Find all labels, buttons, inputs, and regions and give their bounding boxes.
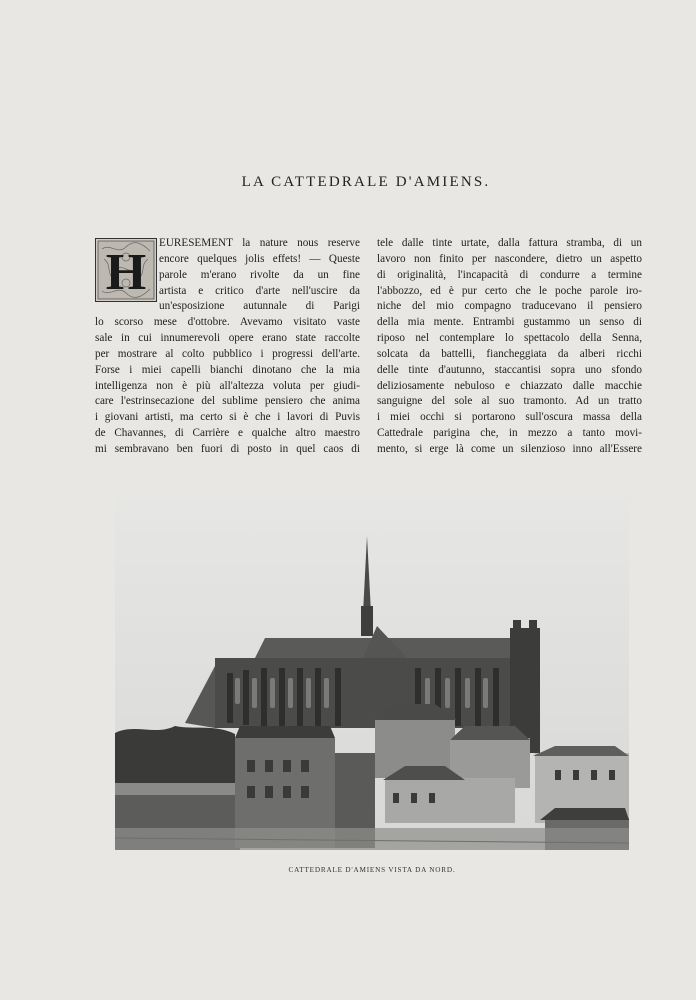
text-line: l'abbozzo, ed è pur certo che le poche parole iro- (377, 284, 642, 297)
text-line: sale in cui innumerevoli opere erano state raccolte (95, 332, 360, 345)
text-line: de Chavannes, di Carrière e qualche altro maestro (95, 427, 360, 440)
text-line: niche del mio compagno traducevano il pensiero (377, 300, 642, 313)
text-line: i miei occhi si portarono sull'oscura massa della (377, 411, 642, 424)
text-line: per mostrare al colto pubblico i progressi dell'arte. (95, 347, 360, 360)
text-line: riposo nel contemplare lo spettacolo della Senna, (377, 332, 642, 345)
text-line: solcata da battelli, fiancheggiata da alberi ricchi (377, 347, 642, 360)
photo-caption: CATTEDRALE D'AMIENS VISTA DA NORD. (288, 866, 456, 874)
cathedral-photograph (115, 498, 629, 850)
text-line: delle tinte d'autunno, staccantisi sopra uno sfondo (377, 363, 642, 376)
text-line: EURESEMENT la nature nous reserve (159, 237, 360, 249)
text-line: sanguigne del sole al suo tramonto. Ad un tratto (377, 395, 642, 408)
text-line: un'esposizione autunnale di Parigi (159, 300, 360, 313)
text-line: i giovani artisti, ma certo si è che i lavori di Puvis (95, 411, 360, 424)
text-column-left (95, 236, 360, 458)
text-line: parole m'erano rivolte da un fine (159, 268, 360, 281)
drop-cap-letter: H (105, 244, 147, 301)
page-title: LA CATTEDRALE D'AMIENS. (241, 174, 491, 190)
text-line: Cattedrale parigina che, in mezzo a tanto movi- (377, 427, 642, 440)
text-line: lavoro non finito per nascondere, dietro un aspetto (377, 252, 642, 265)
text-line: artista e critico d'arte nell'uscire da (159, 284, 360, 297)
text-line: tele dalle tinte urtate, dalla fattura stramba, di un (377, 237, 642, 249)
text-line: mi sembravano ben fuori di posto in quel caos di (95, 442, 360, 455)
text-line: Forse i miei capelli bianchi dinotano che la mia (95, 363, 360, 376)
text-line: encore quelques jolis effets! — Queste (159, 252, 360, 265)
text-line: intelligenza non è più all'altezza voluta per giudi- (95, 379, 360, 392)
text-line: deliziosamente nebuloso e chiazzato dalle macchie (377, 379, 642, 392)
text-line: care l'estrinsecazione del sublime pensiero che anima (95, 395, 360, 408)
text-column-right (377, 236, 642, 458)
text-line: della mia mente. Entrambi gustammo un senso di (377, 316, 642, 329)
text-line: lo scorso mese d'ottobre. Avevamo visitato vaste (95, 316, 360, 329)
text-line: di originalità, l'incapacità di condurre a termine (377, 268, 642, 281)
text-line: mento, si erge là come un silenzioso inno all'Essere (377, 442, 642, 455)
